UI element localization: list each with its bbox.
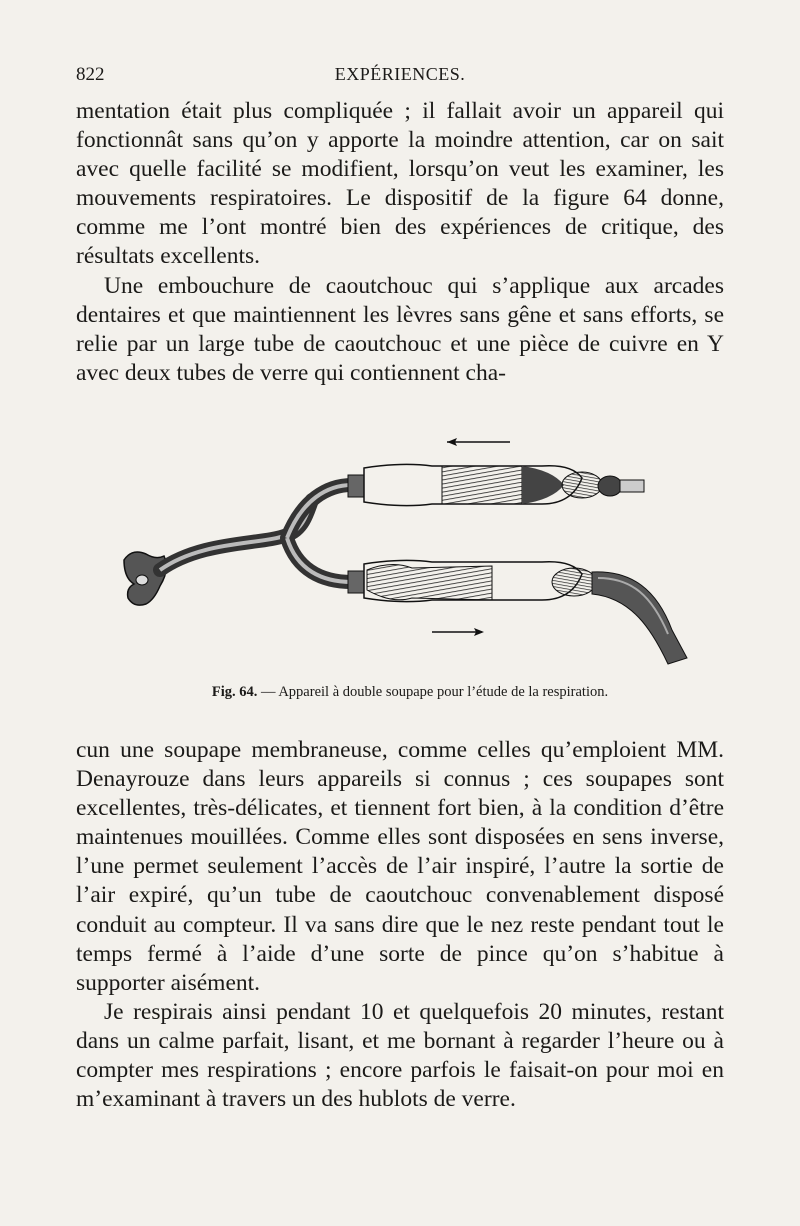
page-number: 822: [76, 64, 105, 85]
page-header: [76, 64, 724, 90]
paragraph: Une embouchure de caoutchouc qui s’applique aux arcades dentaires et que maintiennent les lèvres sans gêne et sans efforts, se relie par un large tube de caoutchouc et une pièce de cuivre en Y avec deux tubes de verre qui contiennent cha-: [76, 272, 724, 386]
figure-caption-text: — Appareil à double soupape pour l’étude de la respiration.: [261, 684, 609, 700]
paragraph: Je respirais ainsi pendant 10 et quelquefois 20 minutes, restant dans un calme parfait, lisant, et me bornant à regarder l’heure ou à compter mes respirations ; encore parfois le faisait-on pour moi en m’examinant à travers un des hublots de verre.: [76, 998, 724, 1113]
arrow-right-icon: [432, 628, 484, 636]
arrow-left-icon: [447, 438, 510, 446]
figure-caption: [110, 684, 710, 701]
double-valve-apparatus-illustration: [112, 420, 732, 680]
body-text-top: [76, 97, 724, 388]
body-text-bottom: [76, 736, 724, 1114]
paragraph: cun une soupape membraneuse, comme celles qu’emploient MM. Denayrouze dans leurs appareils si connus ; ces soupapes sont excellentes, très-délicates, et tiennent fort bien, à la condition d’être maintenues mouillées. Comme elles sont disposées en sens inverse, l’une permet seulement l’accès de l’air inspiré, l’autre la sortie de l’air expiré, qu’un tube de caoutchouc convenablement disposé conduit au compteur. Il va sans dire que le nez reste pendant tout le temps fermé à l’aide d’une sorte de pince qu’on s’habitue à supporter aisément.: [76, 737, 724, 996]
glass-tube-upper: [348, 464, 644, 505]
mouthpiece: [124, 552, 166, 605]
paragraph: mentation était plus compliquée ; il fallait avoir un appareil qui fonctionnât sans qu’on y apporte la moindre attention, car on sait avec quelle facilité se modifient, lorsqu’on veut les examiner, les mouvements respiratoires. Le dispositif de la figure 64 donne, comme me l’ont montré bien des expériences de critique, des résultats excellents.: [76, 98, 724, 270]
glass-tube-lower: [348, 560, 687, 664]
figure-64: [112, 420, 732, 680]
running-title: EXPÉRIENCES.: [334, 64, 466, 84]
figure-label: Fig. 64.: [211, 684, 258, 700]
